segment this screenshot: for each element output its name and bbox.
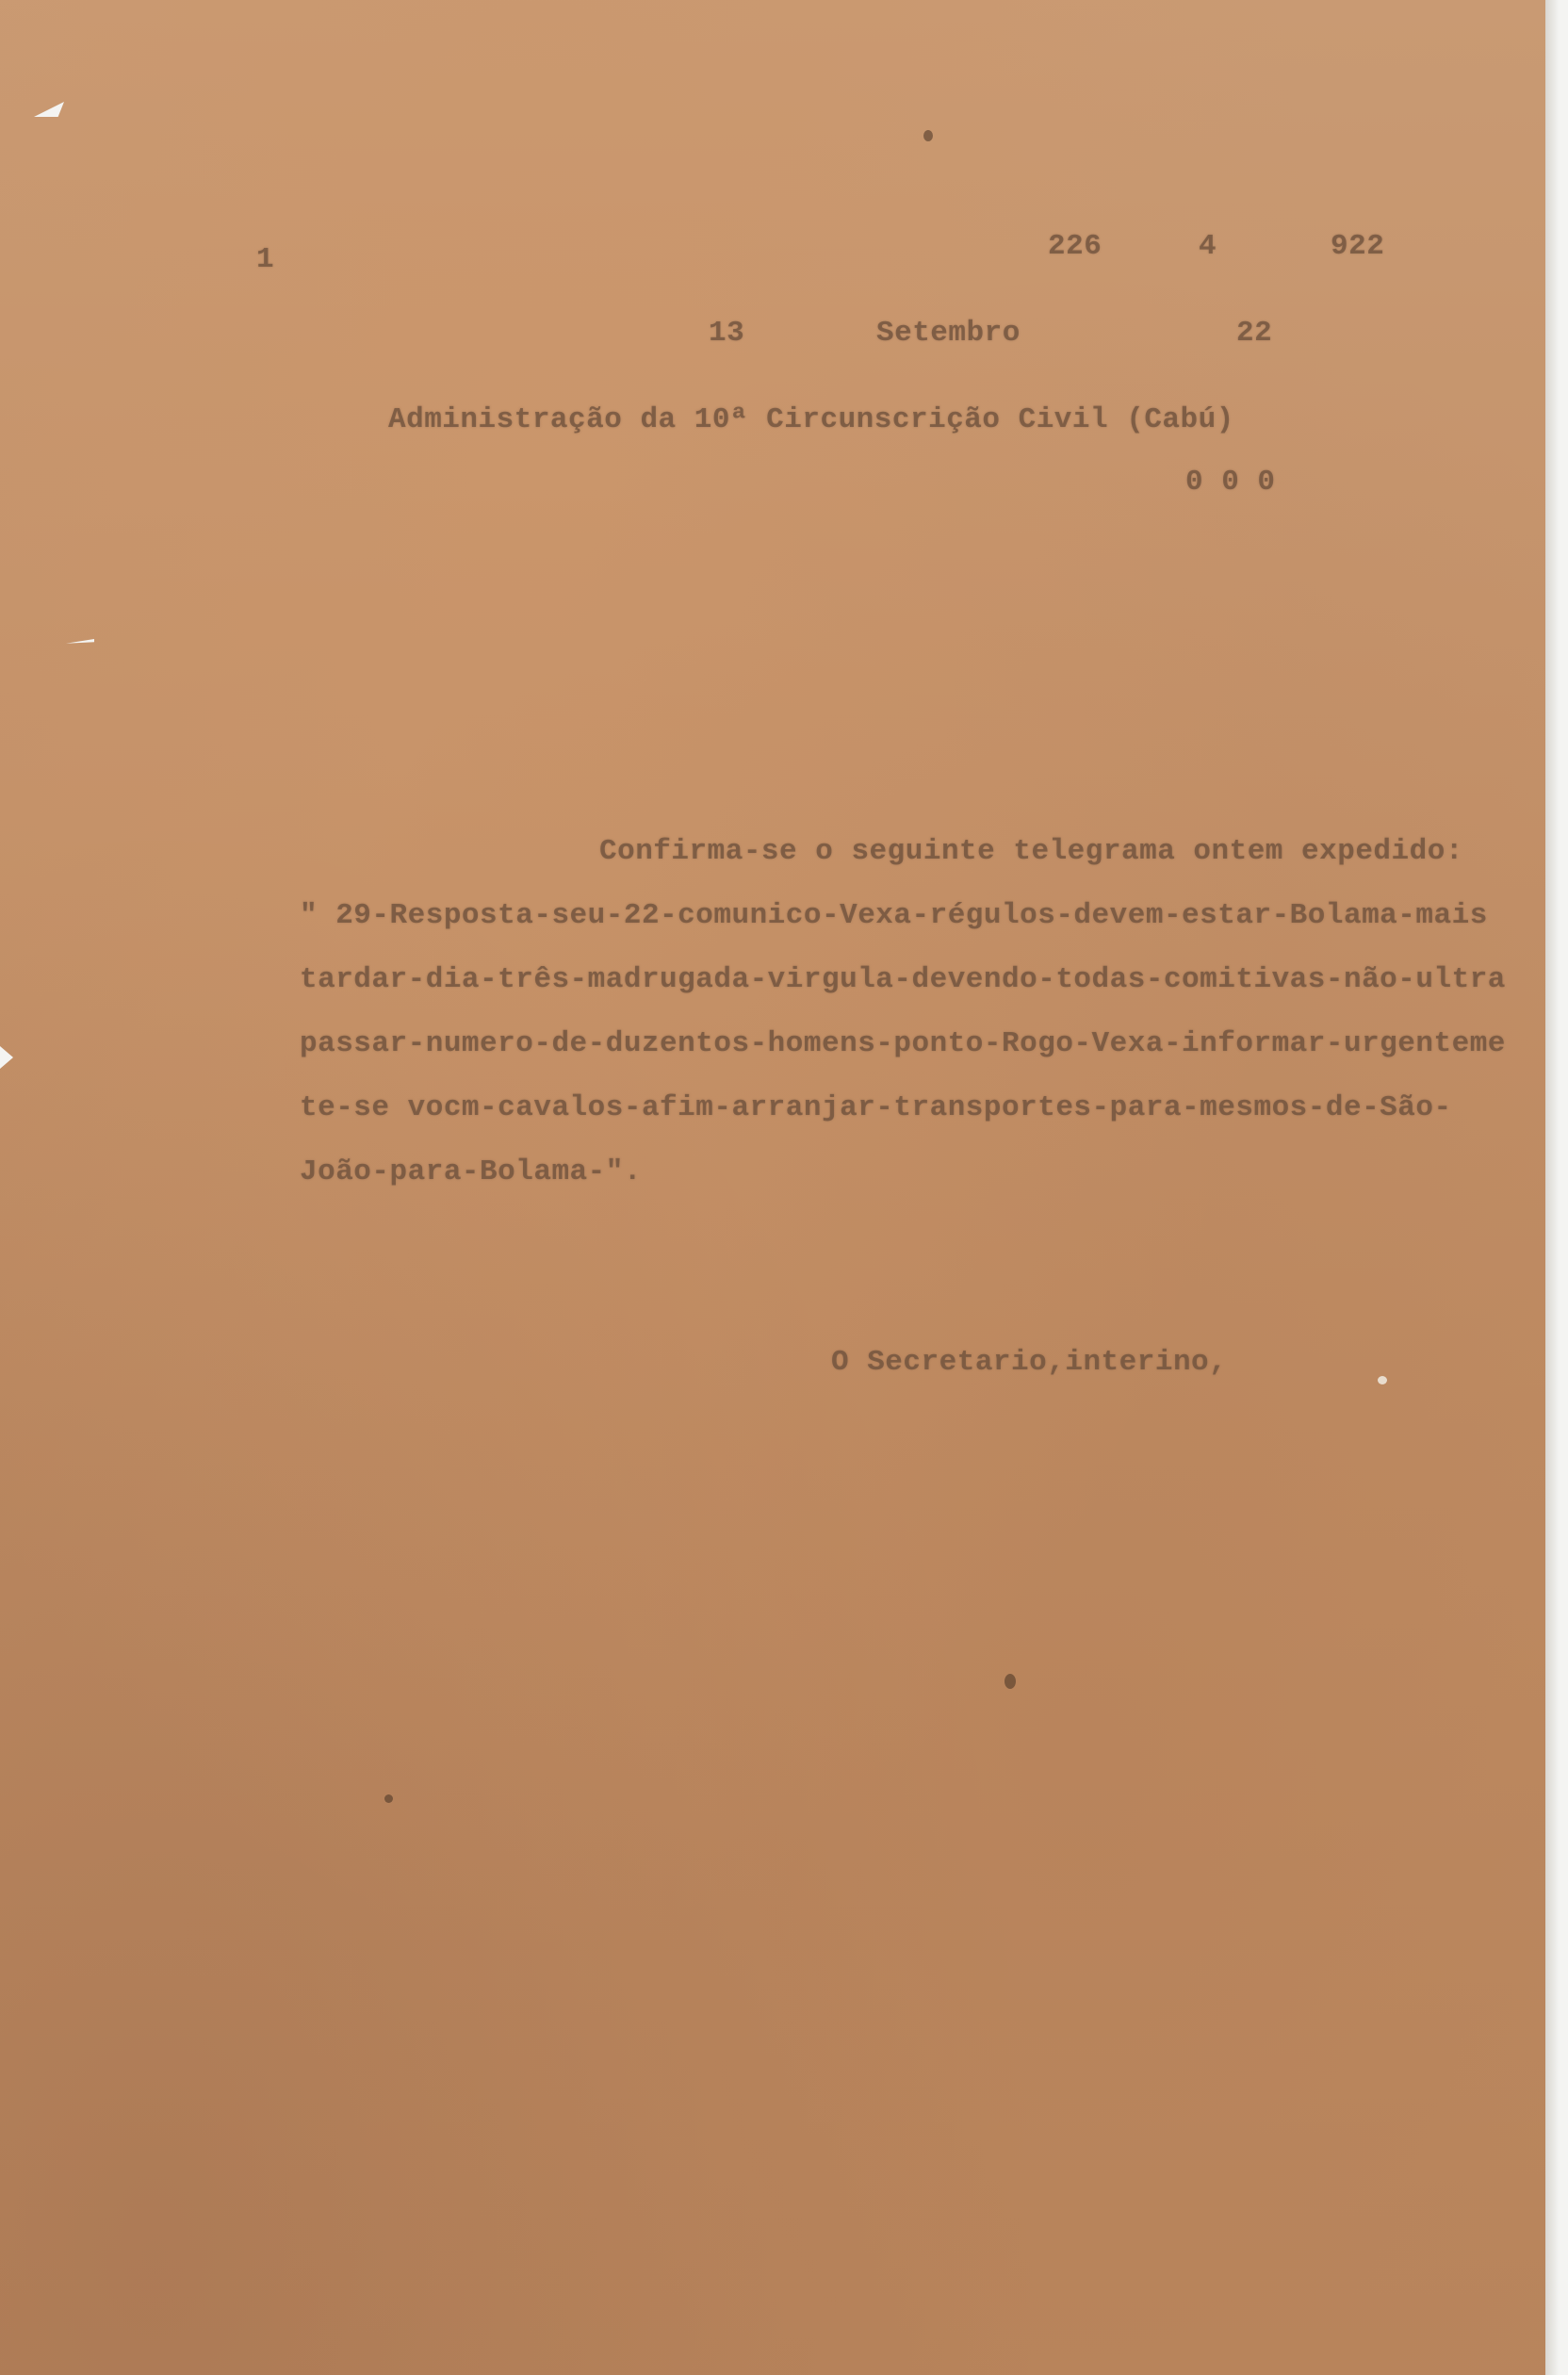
register-year: 922 xyxy=(1331,230,1385,263)
paper-tear xyxy=(34,102,64,117)
register-number: 226 xyxy=(1048,230,1102,263)
date-month: Setembro xyxy=(876,317,1021,350)
body-line-6: João-para-Bolama-". xyxy=(300,1155,642,1188)
body-line-4: passar-numero-de-duzentos-homens-ponto-Rogo-Vexa-informar-urgenteme xyxy=(300,1027,1506,1060)
paper-speck xyxy=(923,130,933,141)
sender-line: Administração da 10ª Circunscrição Civil (Cabú) xyxy=(388,403,1234,436)
body-line-1: Confirma-se o seguinte telegrama ontem expedido: xyxy=(599,835,1463,868)
register-sub: 4 xyxy=(1199,230,1217,263)
paper-speck xyxy=(1378,1376,1387,1384)
body-line-2: " 29-Resposta-seu-22-comunico-Vexa-régulos-devem-estar-Bolama-mais xyxy=(300,899,1488,932)
paper-tear xyxy=(0,1046,13,1069)
date-year: 22 xyxy=(1236,317,1273,350)
page-number: 1 xyxy=(256,243,275,276)
paper-tear xyxy=(66,639,94,647)
scan-margin xyxy=(1545,0,1568,2375)
paper-speck xyxy=(384,1794,393,1803)
body-line-3: tardar-dia-três-madrugada-virgula-devendo-todas-comitivas-não-ultra xyxy=(300,963,1506,996)
signature: O Secretario,interino, xyxy=(831,1346,1228,1379)
body-line-5: te-se vocm-cavalos-afim-arranjar-transportes-para-mesmos-de-São- xyxy=(300,1091,1452,1124)
paper-speck xyxy=(1004,1674,1016,1689)
date-day: 13 xyxy=(709,317,745,350)
separator: 0 0 0 xyxy=(1185,466,1276,499)
